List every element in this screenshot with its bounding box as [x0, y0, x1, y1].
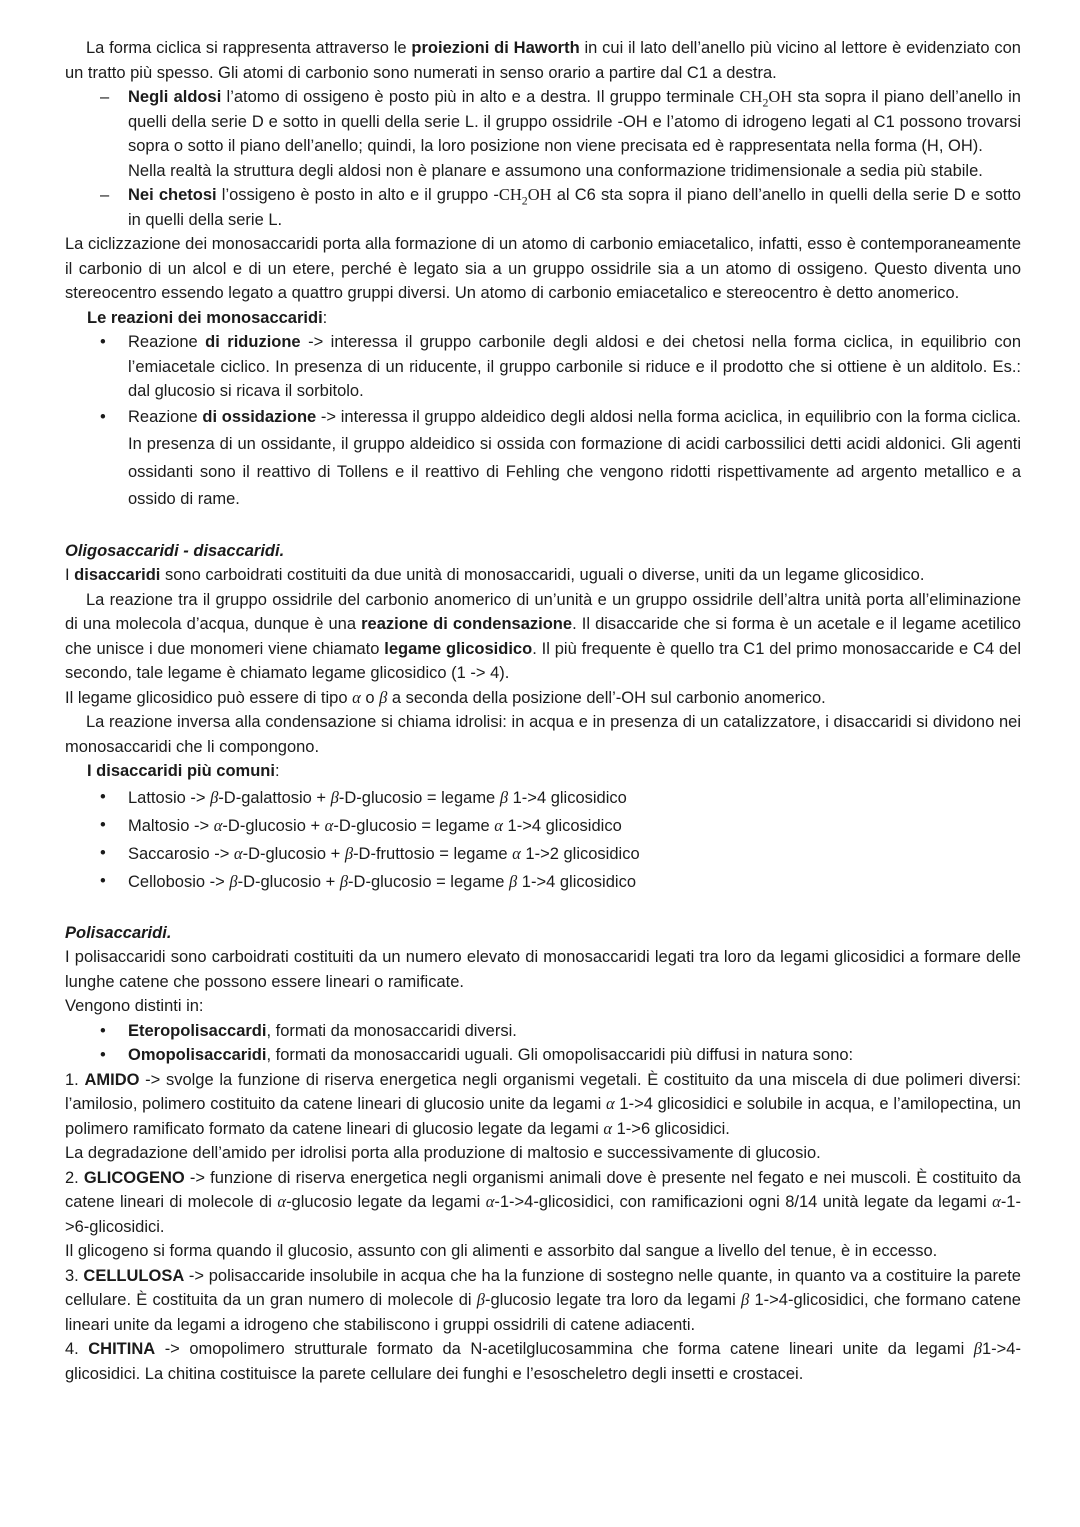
- text-run: Eteropolisaccardi: [128, 1021, 267, 1040]
- text-run: α: [494, 815, 503, 835]
- paragraph-condensazione: [65, 588, 1021, 686]
- text-run: β: [741, 1290, 750, 1309]
- dash-list: [65, 85, 1021, 232]
- subheading-reazioni-monosaccaridi: [87, 306, 1021, 331]
- text-run: disaccaridi: [74, 566, 161, 584]
- text-run: -> interessa il gruppo carbonile degli aldosi e dei chetosi nella forma ciclica, in equilibrio con l’emiacetale ciclico. In presenza di un riducente, il gruppo carbonile si riduce e il prodotto che si ottiene è un alditolo. Es.: dal glucosio si ricava il sorbitolo.: [128, 333, 1021, 400]
- list-item-cellobosio-text: [128, 868, 1021, 896]
- text-run: -glucosio legate tra loro da legami: [484, 1291, 742, 1309]
- text-run: -D-glucosio = legame: [348, 872, 509, 891]
- text-run: I polisaccaridi sono carboidrati costituiti da un numero elevato di monosaccaridi legati tra loro da legami glicosidici a formare delle lunghe catene che possono essere lineari o ramificate.: [65, 948, 1021, 991]
- bullet-marker: •: [100, 843, 106, 862]
- blank-line: [65, 514, 1021, 539]
- text-run: -D-glucosio +: [242, 844, 345, 863]
- text-run: 1->4 glicosidico: [502, 816, 622, 835]
- text-run: α: [213, 815, 223, 835]
- text-run: Oligosaccaridi - disaccaridi.: [65, 541, 285, 560]
- text-run: α: [992, 1192, 1001, 1211]
- bullet-marker: •: [100, 787, 106, 806]
- text-run: Cellobosio ->: [128, 872, 230, 891]
- text-run: β: [229, 871, 238, 891]
- list-item-aldosi: [65, 85, 1021, 159]
- text-run: Negli aldosi: [128, 88, 222, 106]
- text-run: β: [210, 787, 219, 807]
- text-run: α: [603, 1118, 613, 1138]
- text-run: Il legame glicosidico può essere di tipo: [65, 688, 353, 707]
- text-run: α: [324, 815, 334, 835]
- text-run: I disaccaridi più comuni: [87, 762, 275, 780]
- text-run: La reazione tra il gruppo ossidrile del carbonio anomerico di un’unità e un gruppo ossidrile dell’altra unità porta all’eliminazione di una molecola d’acqua, dunque è una: [65, 590, 1021, 633]
- text-run: -> omopolimero strutturale formato da N-acetilglucosammina che forma catene lineari unite da legami: [155, 1340, 974, 1358]
- paragraph-aldosi-note: [128, 159, 1021, 184]
- text-run: l’atomo di ossigeno è posto più in alto e a destra. Il gruppo terminale: [221, 88, 740, 106]
- text-run: β: [476, 1290, 485, 1309]
- list-item-ossidazione: [65, 404, 1021, 514]
- list-item-omopolisaccaridi: [65, 1043, 1021, 1068]
- text-run: La reazione inversa alla condensazione si chiama idrolisi: in acqua e in presenza di un catalizzatore, i disaccaridi si dividono nei monosaccaridi che li compongono.: [65, 713, 1021, 756]
- text-run: 1->4 glicosidici e solubile in acqua, e l’amilopectina, un polimero ramificato formato da catene lineari di glucosio legate da legami: [65, 1095, 1021, 1138]
- paragraph-amido: [65, 1068, 1021, 1142]
- text-run: -D-fruttosio = legame: [353, 844, 513, 863]
- text-run: .: [166, 923, 172, 942]
- text-run: :: [274, 762, 280, 780]
- bullet-marker: •: [100, 1021, 106, 1040]
- text-run: a seconda della posizione dell’-OH sul carbonio anomerico.: [387, 688, 826, 707]
- text-run: -D-glucosio = legame: [333, 816, 495, 835]
- paragraph-haworth-intro: [65, 36, 1021, 85]
- list-item-riduzione-text: [128, 330, 1021, 404]
- paragraph-tipo-legame: [65, 686, 1021, 711]
- text-run: Vengono distinti in:: [65, 997, 204, 1015]
- text-run: 2: [762, 95, 769, 110]
- text-run: -D-glucosio = legame: [338, 788, 500, 807]
- paragraph-polisaccaridi-def: [65, 945, 1021, 994]
- text-run: CHITINA: [88, 1340, 156, 1358]
- text-run: β: [499, 787, 509, 807]
- list-item-maltosio-text: [128, 812, 1021, 840]
- text-run: 1->6 glicosidici.: [612, 1119, 730, 1138]
- text-run: Reazione: [128, 407, 203, 426]
- list-item-chetosi: [65, 183, 1021, 232]
- text-run: . Il disaccaride che si forma è un acetale e il legame acetilico che unisce i due monomeri viene chiamato: [65, 615, 1021, 658]
- list-item-aldosi-text: [128, 85, 1021, 159]
- text-run: -D-galattosio +: [218, 788, 331, 807]
- text-run: , formati da monosaccaridi uguali. Gli omopolisaccaridi più diffusi in natura sono:: [266, 1046, 854, 1064]
- bullet-marker: •: [100, 1046, 106, 1064]
- text-run: AMIDO: [84, 1070, 140, 1089]
- list-item-eteropolisaccaridi-text: [128, 1019, 1021, 1044]
- paragraph-idrolisi: [65, 710, 1021, 759]
- text-run: Maltosio ->: [128, 816, 214, 835]
- text-run: -1->6-glicosidici.: [65, 1193, 1021, 1236]
- bullet-list-disaccaridi: [65, 784, 1021, 896]
- text-run: di riduzione: [205, 333, 301, 351]
- list-item-saccarosio: [65, 840, 1021, 868]
- text-run: I: [65, 566, 75, 584]
- text-run: La ciclizzazione dei monosaccaridi porta alla formazione di un atomo di carbonio emiacetalico, infatti, esso è contemporaneamente il carbonio di un alcol e di un etere, perché è legato sia a un gruppo ossidrile sia a un atomo di ossigeno. Questo diventa uno stereocentro essendo legato a quattro gruppi diversi. Un atomo di carbonio emiacetalico e stereocentro è detto anomerico.: [65, 235, 1021, 302]
- text-run: -> polisaccaride insolubile in acqua che ha la funzione di sostegno nelle quante, in quanto va a costituire la parete cellulare. È costituita da un gran numero di molecole di: [65, 1266, 1021, 1309]
- text-run: 2.: [65, 1168, 84, 1187]
- bullet-list-polisaccaridi: [65, 1019, 1021, 1068]
- text-run: α: [512, 843, 521, 863]
- text-run: β: [379, 687, 388, 707]
- list-item-saccarosio-text: [128, 840, 1021, 868]
- text-run: 1.: [65, 1070, 85, 1089]
- text-run: α: [277, 1192, 287, 1211]
- text-run: β: [973, 1339, 982, 1358]
- text-run: β: [339, 871, 349, 891]
- text-run: l’ossigeno è posto in alto e il gruppo -: [216, 186, 499, 204]
- bullet-marker: •: [100, 815, 106, 834]
- subheading-disaccaridi-comuni: [87, 759, 1021, 784]
- bullet-marker: •: [100, 871, 106, 890]
- list-item-maltosio: [65, 812, 1021, 840]
- list-item-eteropolisaccaridi: [65, 1019, 1021, 1044]
- list-item-cellobosio: [65, 868, 1021, 896]
- text-run: CH: [498, 185, 522, 204]
- text-run: GLICOGENO: [83, 1168, 185, 1187]
- text-run: β: [509, 871, 518, 891]
- text-run: CH: [739, 87, 763, 106]
- text-run: Nella realtà la struttura degli aldosi non è planare e assumono una conformazione tridimensionale a sedia più stabile.: [128, 161, 983, 180]
- text-run: 2: [521, 193, 528, 208]
- heading-polisaccaridi: [65, 921, 1021, 946]
- text-run: :: [322, 308, 328, 327]
- text-run: Polisaccaridi: [65, 923, 167, 942]
- text-run: La forma ciclica si rappresenta attraverso le: [86, 39, 412, 57]
- text-run: . Il più frequente è quello tra C1 del primo monosaccaride e C4 del secondo, tale legame è chiamato legame glicosidico (1 -> 4).: [65, 639, 1021, 682]
- paragraph-chitina: [65, 1337, 1021, 1386]
- paragraph-ciclizzazione: [65, 232, 1021, 306]
- text-run: α: [352, 687, 361, 707]
- text-run: 1->2 glicosidico: [520, 844, 640, 863]
- text-run: proiezioni di Haworth: [411, 39, 580, 57]
- dash-marker: –: [100, 88, 110, 106]
- text-run: α: [605, 1094, 615, 1113]
- bullet-list-reazioni: [65, 330, 1021, 514]
- text-run: Il glicogeno si forma quando il glucosio, assunto con gli alimenti e assorbito dal sangue a livello del tenue, è in eccesso.: [65, 1242, 938, 1260]
- text-run: Le reazioni dei monosaccaridi: [87, 308, 323, 327]
- text-run: 1->4 glicosidico: [517, 872, 636, 891]
- list-item-lattosio-text: [128, 784, 1021, 812]
- text-run: , formati da monosaccaridi diversi.: [266, 1021, 517, 1040]
- text-run: β: [330, 787, 339, 807]
- text-run: Nei chetosi: [128, 186, 217, 204]
- text-run: reazione di condensazione: [361, 615, 573, 633]
- text-run: sta sopra il piano dell’anello in quelli della serie D e sotto in quelli della serie L. il gruppo ossidrile -OH e l’atomo di idrogeno legati al C1 possono trovarsi sopra o sotto il piano dell’anello; quindi, la loro posizione non viene precisata ed è rappresentata nella forma (H, OH).: [128, 88, 1021, 155]
- paragraph-cellulosa: [65, 1264, 1021, 1338]
- list-item-riduzione: [65, 330, 1021, 404]
- heading-oligosaccaridi: [65, 539, 1021, 564]
- paragraph-degradazione-amido: [65, 1141, 1021, 1166]
- text-run: Saccarosio ->: [128, 844, 234, 863]
- list-item-omopolisaccaridi-text: [128, 1043, 1021, 1068]
- text-run: 4.: [65, 1340, 89, 1358]
- list-item-chetosi-text: [128, 183, 1021, 232]
- paragraph-glicogeno: [65, 1166, 1021, 1240]
- text-run: OH: [768, 87, 793, 106]
- list-item-ossidazione-text: [128, 404, 1021, 514]
- dash-marker: –: [100, 186, 110, 204]
- list-item-lattosio: [65, 784, 1021, 812]
- text-run: 1->4-glicosidici, che formano catene lineari unite da legami a idrogeno che stabiliscono i gruppi ossidrili di catene adiacenti.: [65, 1291, 1021, 1334]
- text-run: Omopolisaccaridi: [128, 1046, 267, 1064]
- text-run: OH: [527, 185, 552, 204]
- text-run: -D-glucosio +: [237, 872, 340, 891]
- text-run: o: [360, 688, 380, 707]
- text-run: α: [233, 843, 243, 863]
- text-run: Lattosio ->: [128, 788, 211, 807]
- text-run: CELLULOSA: [83, 1266, 185, 1285]
- text-run: 1->4 glicosidico: [508, 788, 627, 807]
- text-run: in cui il lato dell’anello più vicino al lettore è evidenziato con un tratto più spesso. Gli atomi di carbonio sono numerati in senso orario a partire dal C1 a destra.: [65, 39, 1021, 82]
- text-run: -glucosio legate da legami: [286, 1193, 486, 1211]
- text-run: -> svolge la funzione di riserva energetica negli organismi vegetali. È costituito da una miscela di due polimeri diversi: l’amilosio, polimero costituito da catene lineari di glucosio unite da legami: [65, 1070, 1021, 1113]
- text-run: -D-glucosio +: [222, 816, 325, 835]
- text-run: La degradazione dell’amido per idrolisi porta alla produzione di maltosio e successivamente di glucosio.: [65, 1144, 821, 1162]
- text-run: sono carboidrati costituiti da due unità di monosaccaridi, uguali o diverse, uniti da un legame glicosidico.: [160, 566, 925, 584]
- bullet-marker: •: [100, 333, 106, 351]
- text-run: -1->4-glicosidici, con ramificazioni ogni 8/14 unità legate da legami: [494, 1193, 993, 1211]
- text-run: Reazione: [128, 333, 206, 351]
- paragraph-distinti: [65, 994, 1021, 1019]
- text-run: α: [485, 1192, 495, 1211]
- text-run: legame glicosidico: [384, 639, 533, 658]
- text-run: -> funzione di riserva energetica negli organismi animali dove è presente nel fegato e nei muscoli. È costituito da catene lineari di molecole di: [65, 1168, 1021, 1211]
- text-run: 1->4-glicosidici. La chitina costituisce la parete cellulare dei funghi e l’esoscheletro degli insetti e crostacei.: [65, 1340, 1021, 1383]
- text-run: al C6 sta sopra il piano dell’anello in quelli della serie D e sotto in quelli della serie L.: [128, 186, 1021, 229]
- paragraph-glicogeno-formazione: [65, 1239, 1021, 1264]
- blank-line: [65, 896, 1021, 921]
- text-run: di ossidazione: [202, 407, 317, 426]
- text-run: β: [344, 843, 354, 863]
- text-run: -> interessa il gruppo aldeidico degli aldosi nella forma aciclica, in equilibrio con la forma ciclica. In presenza di un ossidante, il gruppo aldeidico si ossida con formazione di acidi carbossilici detti acidi aldonici. Gli agenti ossidanti sono il reattivo di Tollens e il reattivo di Fehling che vengono ridotti rispettivamente ad argento metallico e a ossido di rame.: [128, 407, 1022, 508]
- bullet-marker: •: [100, 407, 106, 426]
- text-run: 3.: [65, 1266, 84, 1285]
- paragraph-disaccaridi-def: [65, 563, 1021, 588]
